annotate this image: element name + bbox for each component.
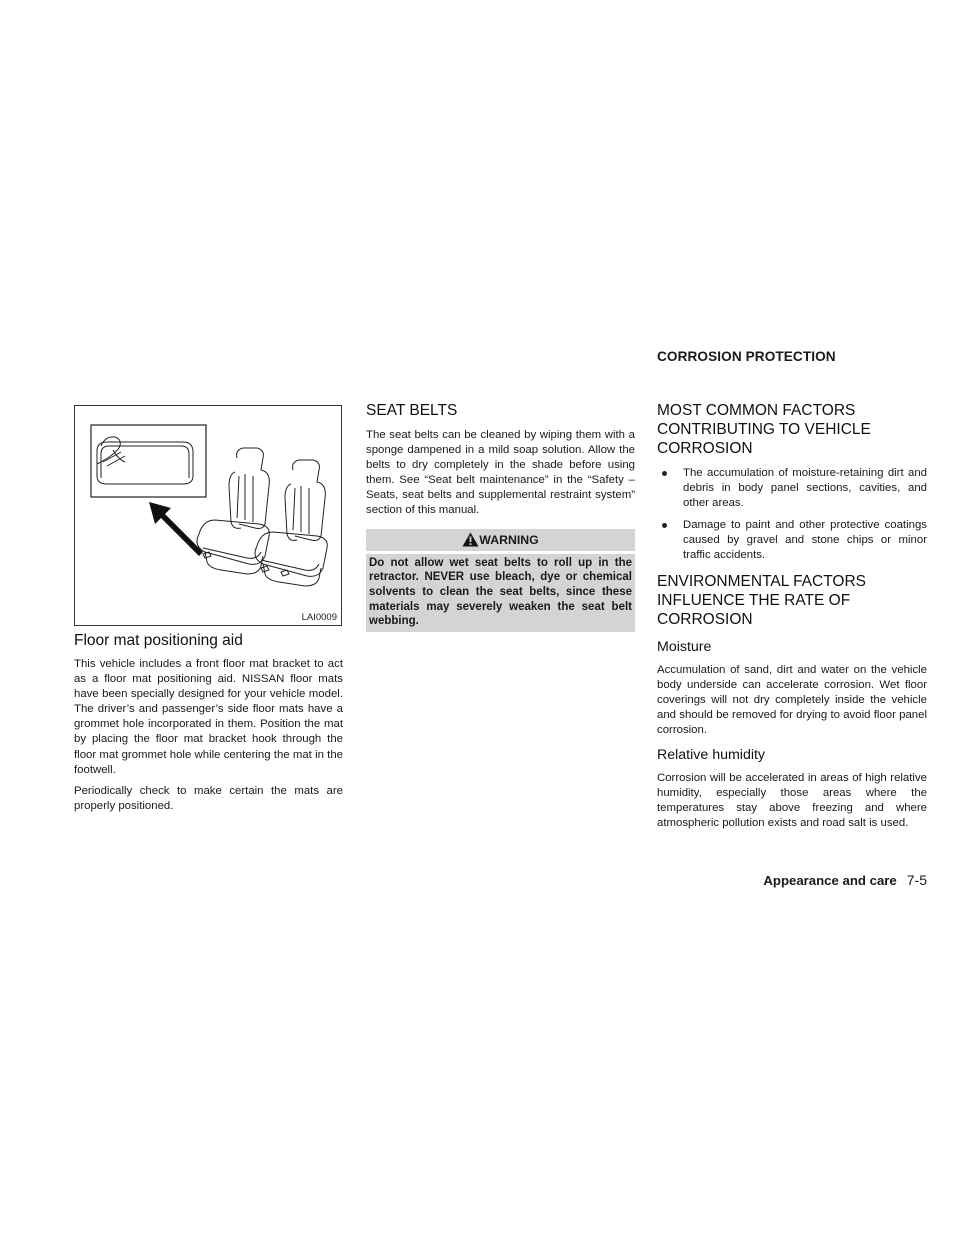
warning-text: Do not allow wet seat belts to roll up in the retractor. NEVER use bleach, dye or chemical solvents to clean the seat belts, since these materials may severely weaken the seat belt webbing. [366, 554, 635, 633]
seat-belts-paragraph: The seat belts can be cleaned by wiping them with a sponge dampened in a mild soap solution. Allow the belts to dry completely in the shade before using them. See “Seat belt maintenance” in the “Safety – Seats, seat belts and supplemental restraint system” section of this manual. [366, 429, 635, 517]
moisture-heading: Moisture [657, 638, 712, 655]
floor-mat-figure [74, 405, 342, 626]
list-item [657, 466, 927, 511]
seat-belts-heading: SEAT BELTS [366, 402, 458, 419]
front-seats-icon [197, 448, 327, 586]
floor-mat-paragraph-1: This vehicle includes a front floor mat bracket to act as a floor mat positioning aid. NISSAN floor mats have been specially designed for your vehicle model. The driver’s and passenger’s side floor mats have a grommet hole incorporated in them. Position the mat by placing the floor mat bracket hook through the floor mat grommet hole while centering the mat in the footwell. [74, 658, 343, 776]
bullet-text: Damage to paint and other protective coatings caused by gravel and stone chips or minor traffic accidents. [683, 519, 927, 562]
factors-heading: MOST COMMON FACTORS CONTRIBUTING TO VEHICLE CORROSION [657, 402, 871, 457]
humidity-paragraph: Corrosion will be accelerated in areas of high relative humidity, especially those areas where the temperatures stay above freezing and where atmospheric pollution exists and road salt is used. [657, 772, 927, 830]
corrosion-section [657, 401, 927, 831]
list-item [657, 518, 927, 563]
bullet-text: The accumulation of moisture-retaining dirt and debris in body panel sections, cavities, and other areas. [683, 467, 927, 510]
warning-label: WARNING [479, 532, 539, 547]
factors-list [657, 466, 927, 564]
environmental-heading: ENVIRONMENTAL FACTORS INFLUENCE THE RATE OF CORROSION [657, 572, 866, 628]
moisture-paragraph: Accumulation of sand, dirt and water on the vehicle body underside can accelerate corrosion. Wet floor coverings will not dry completely inside the vehicle and should be removed for drying to avoid floor panel corrosion. [657, 663, 927, 736]
footer-section: Appearance and care [763, 873, 897, 888]
page-footer [763, 872, 927, 888]
bullet-icon [662, 523, 667, 528]
floor-mat-illustration [75, 406, 341, 625]
bullet-icon [662, 471, 667, 476]
seat-belts-section [366, 401, 635, 632]
floor-mat-heading: Floor mat positioning aid [74, 632, 243, 649]
section-title: CORROSION PROTECTION [657, 349, 836, 364]
floor-mat-section [74, 631, 343, 814]
floor-mat-paragraph-2: Periodically check to make certain the mats are properly positioned. [74, 784, 343, 812]
page-number: 7-5 [906, 872, 927, 888]
warning-header [366, 529, 635, 551]
humidity-heading: Relative humidity [657, 747, 766, 764]
warning-box [366, 529, 635, 633]
warning-icon [462, 532, 479, 547]
arrow-icon [149, 502, 203, 556]
figure-code: LAI0009 [301, 612, 337, 623]
